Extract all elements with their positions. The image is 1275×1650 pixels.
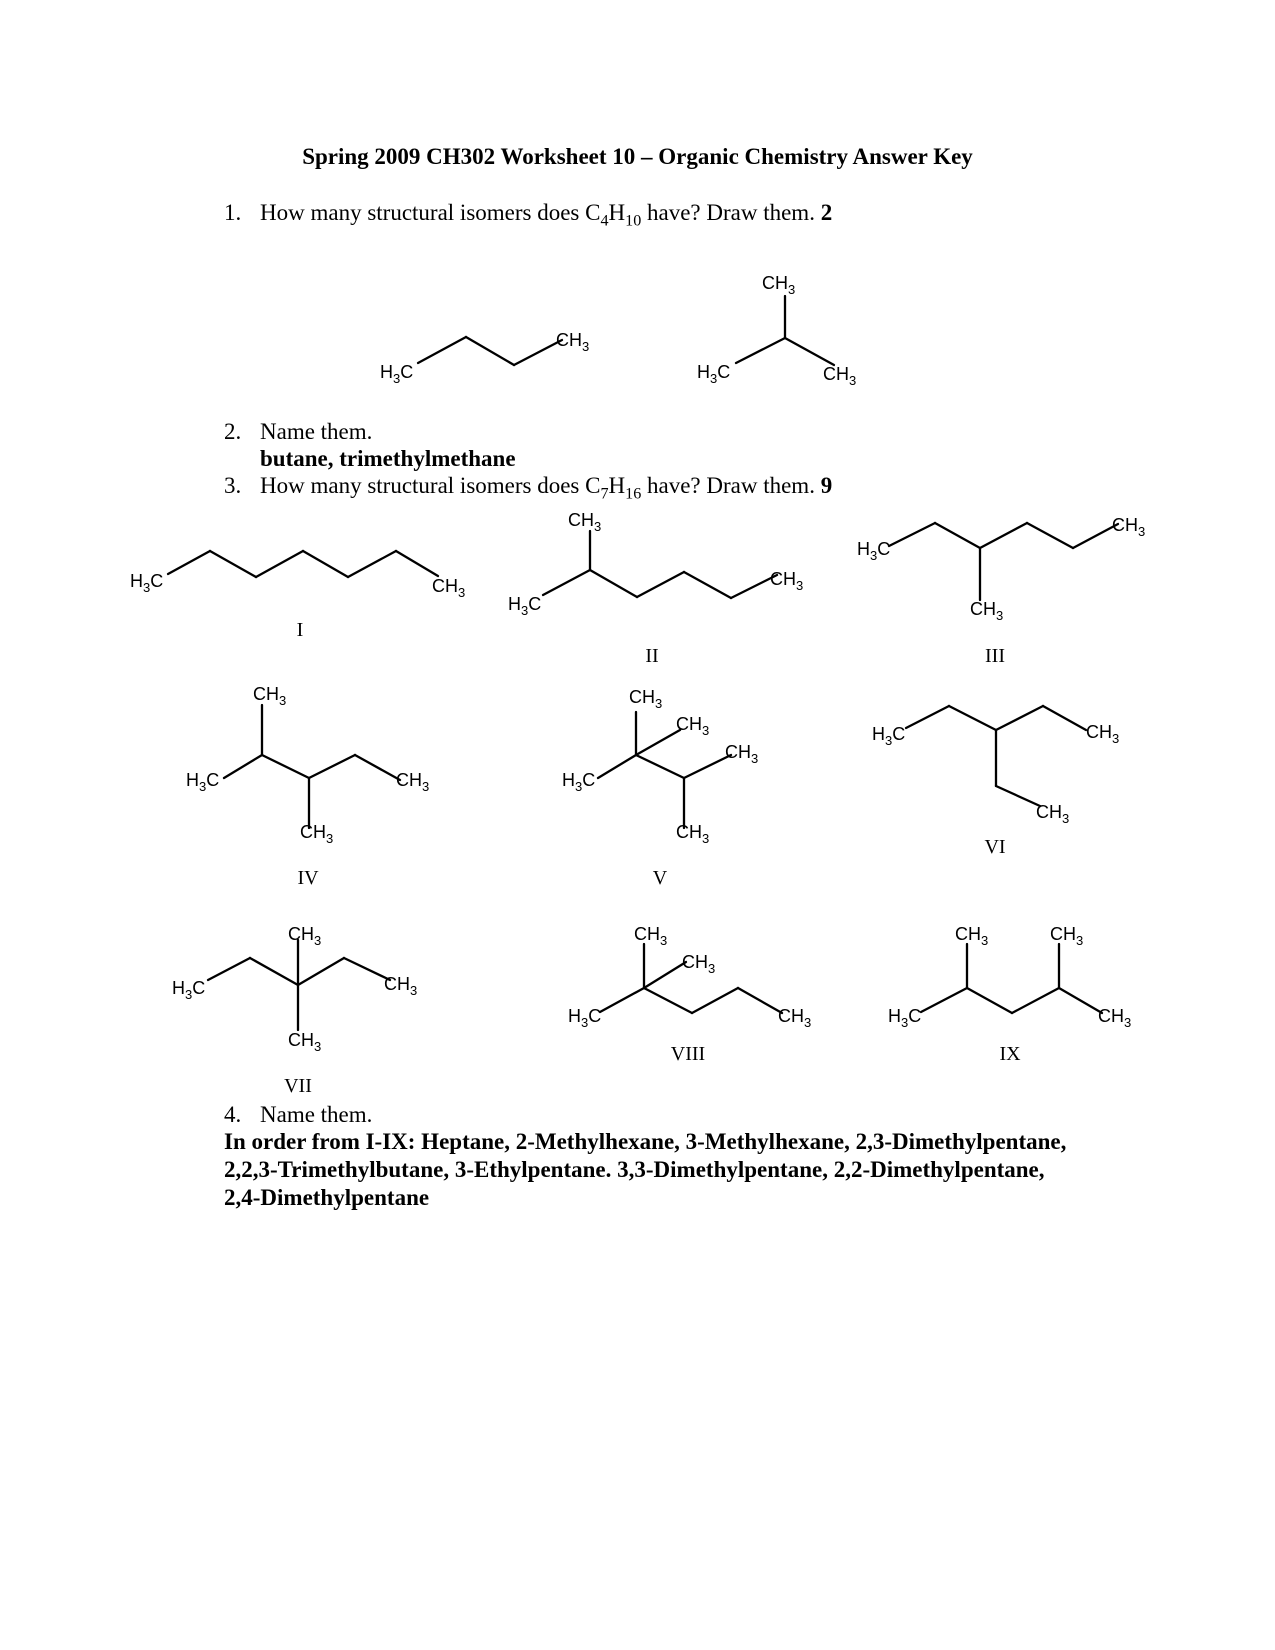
atom-label: $CH_3$ (288, 924, 322, 948)
bond-line (598, 755, 636, 778)
atom-label: $CH_3$ (823, 364, 857, 388)
bond-line (303, 551, 348, 577)
subscript: 4 (600, 212, 609, 230)
bond-line (1012, 988, 1059, 1013)
subscript: 7 (600, 485, 609, 503)
bond-line (298, 958, 344, 985)
question-text: have? Draw them. (641, 473, 821, 498)
atom-label: $H_3C$ (872, 724, 906, 748)
bond-line (644, 962, 686, 988)
bond-line (418, 337, 466, 363)
atom-label: $CH_3$ (634, 924, 668, 948)
atom-label: $CH_3$ (288, 1030, 322, 1054)
question-answer: 2 (820, 200, 833, 225)
atom-label: $H_3C$ (380, 362, 414, 386)
atom-label: $CH_3$ (1086, 722, 1120, 746)
subscript: 10 (625, 212, 642, 230)
isomer-numeral: VI (984, 836, 1006, 858)
atom-label: $CH_3$ (432, 576, 466, 600)
atom-label: $H_3C$ (562, 770, 596, 794)
isomer-numeral: IV (297, 867, 319, 889)
atom-label: $CH_3$ (629, 687, 663, 711)
atom-label: $H_3C$ (186, 770, 220, 794)
atom-label: $CH_3$ (556, 330, 590, 354)
atom-label: $H_3C$ (697, 362, 731, 386)
bond-line (168, 551, 210, 574)
bond-line (543, 570, 590, 595)
isomer-numeral: I (296, 619, 304, 641)
question-answer: 9 (820, 473, 833, 498)
question-4-answer: In order from I-IX: Heptane, 2-Methylhexane, 3-Methylhexane, 2,3-Dimethylpentane, 2,2,3-Trimethylbutane, 3-Ethylpentane. 3,3-Dimethylpentane, 2,2-Dimethylpentane, 2,4-Dimethylpentane (224, 1129, 1067, 1210)
bond-line (210, 551, 256, 577)
bond-line (949, 706, 996, 730)
bond-line (396, 551, 438, 576)
question-number: 2. (224, 419, 242, 444)
bond-line (996, 786, 1040, 806)
atom-label: $CH_3$ (1112, 515, 1146, 539)
page-title: Spring 2009 CH302 Worksheet 10 – Organic Chemistry Answer Key (302, 144, 973, 169)
atom-label: $CH_3$ (1098, 1006, 1132, 1030)
question-text: have? Draw them. (641, 200, 821, 225)
atom-label: $CH_3$ (396, 770, 430, 794)
bond-line (636, 755, 684, 778)
question-text: Name them. (260, 1102, 373, 1127)
bond-line (636, 730, 680, 755)
question-number: 4. (224, 1102, 242, 1127)
bond-line (348, 551, 396, 577)
atom-label: $CH_3$ (676, 822, 710, 846)
question-text: How many structural isomers does C (260, 473, 601, 498)
atom-label: $CH_3$ (676, 714, 710, 738)
bond-line (224, 755, 262, 778)
atom-label: $CH_3$ (300, 822, 334, 846)
atom-label: $CH_3$ (970, 599, 1004, 623)
atom-label: $CH_3$ (384, 974, 418, 998)
bond-line (514, 340, 562, 365)
bond-line (935, 523, 980, 548)
bond-line (889, 523, 935, 546)
bond-line (590, 570, 637, 597)
question-text: How many structural isomers does C (260, 200, 601, 225)
atom-label: $H_3C$ (857, 539, 891, 563)
atom-label: $CH_3$ (682, 952, 716, 976)
bond-line (736, 338, 785, 363)
bond-line (692, 988, 738, 1013)
atom-label: $CH_3$ (762, 273, 796, 297)
isomer-numeral: VIII (670, 1043, 706, 1065)
atom-label: $CH_3$ (770, 569, 804, 593)
bond-line (600, 988, 644, 1012)
atom-label: $H_3C$ (888, 1006, 922, 1030)
bond-line (355, 755, 400, 780)
question-number: 1. (224, 200, 242, 225)
bond-line (785, 338, 834, 365)
bond-line (466, 337, 514, 365)
isomer-numeral: IX (999, 1043, 1021, 1065)
subscript: 16 (625, 485, 642, 503)
bond-line (906, 706, 949, 728)
isomer-numeral: V (652, 867, 668, 889)
bond-line (684, 572, 731, 598)
bond-line (262, 755, 309, 778)
isomer-numeral: III (985, 645, 1005, 667)
question-2-answer: butane, trimethylmethane (260, 446, 516, 471)
isomer-numeral: II (645, 645, 659, 667)
bond-line (967, 988, 1012, 1013)
bond-line (684, 755, 731, 778)
bond-line (980, 523, 1027, 548)
atom-label: $CH_3$ (253, 684, 287, 708)
atom-label: $H_3C$ (508, 594, 542, 618)
bond-line (1059, 988, 1102, 1013)
bond-line (256, 551, 303, 577)
bond-line (644, 988, 692, 1013)
bond-line (250, 958, 298, 985)
bond-line (309, 755, 355, 778)
isomer-numeral: VII (284, 1075, 312, 1097)
atom-label: $H_3C$ (172, 978, 206, 1002)
atom-label: $CH_3$ (1036, 802, 1070, 826)
bond-line (1043, 706, 1086, 730)
bond-line (208, 958, 250, 980)
question-text: H (608, 473, 626, 498)
atom-label: $CH_3$ (1050, 924, 1084, 948)
atom-label: $CH_3$ (778, 1006, 812, 1030)
question-number: 3. (224, 473, 242, 498)
atom-label: $H_3C$ (130, 571, 164, 595)
atom-label: $CH_3$ (955, 924, 989, 948)
atom-label: $CH_3$ (568, 510, 602, 534)
question-text: Name them. (260, 419, 373, 444)
bond-line (996, 706, 1043, 730)
bond-line (921, 988, 967, 1012)
bond-line (738, 988, 782, 1013)
bond-line (637, 572, 684, 597)
atom-label: $CH_3$ (725, 742, 759, 766)
question-text: H (608, 200, 626, 225)
bond-line (1027, 523, 1073, 548)
atom-label: $H_3C$ (568, 1006, 602, 1030)
